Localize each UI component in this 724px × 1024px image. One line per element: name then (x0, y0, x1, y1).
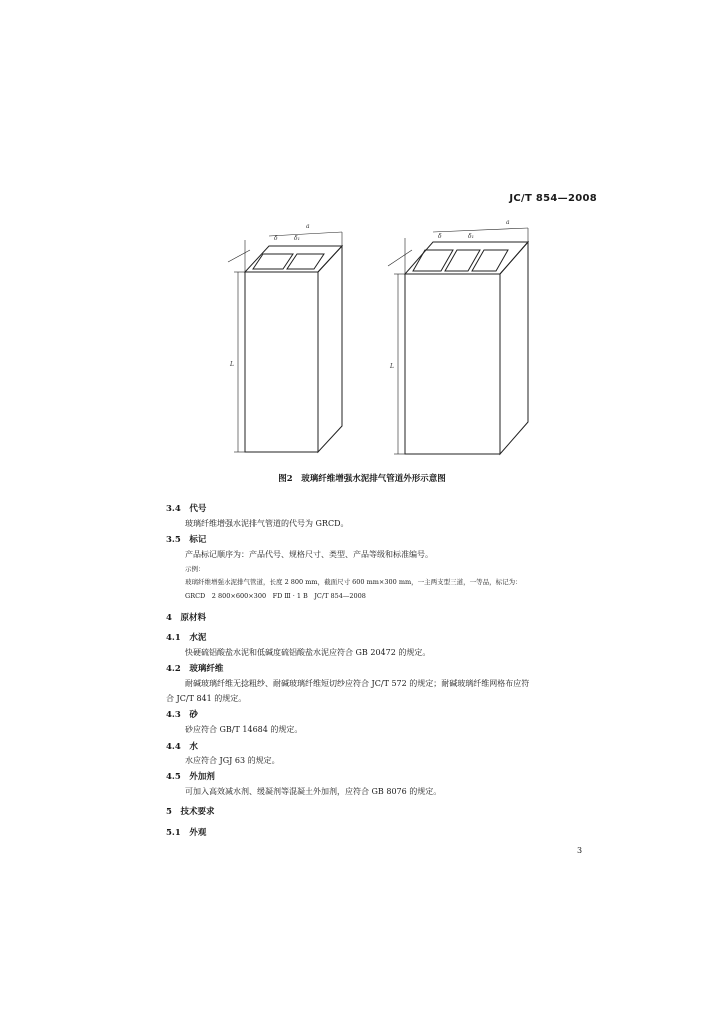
section-heading: 4.4 水 (166, 742, 198, 752)
section-text: 砂应符合 GB/T 14684 的规定。 (185, 725, 303, 734)
standard-number-header: JC/T 854—2008 (509, 193, 597, 204)
section-text-cont: 合 JC/T 841 的规定。 (166, 694, 247, 703)
label-thick-right: δ (438, 233, 442, 240)
page-number: 3 (577, 846, 583, 855)
label-thick-left: δ (274, 235, 278, 242)
label-length-left: L (230, 361, 234, 368)
section-heading: 5 技术要求 (166, 807, 215, 817)
section-text: 耐碱玻璃纤维无捻粗纱、耐碱玻璃纤维短切纱应符合 JC/T 572 的规定；耐碱玻璃纤维网格布应符 (185, 679, 530, 688)
section-heading: 4.3 砂 (166, 710, 198, 720)
example-text: 玻璃纤维增强水泥排气管道，长度 2 800 mm，截面尺寸 600 mm×300 mm，一主两支型三道，一等品，标记为： (185, 578, 522, 586)
section-text: 玻璃纤维增强水泥排气管道的代号为 GRCD。 (185, 519, 349, 528)
section-heading: 3.5 标记 (166, 535, 207, 545)
label-thick2-right: δ₁ (468, 233, 475, 240)
section-heading: 4.5 外加剂 (166, 772, 215, 782)
label-width-left: a (306, 223, 310, 230)
figure-caption: 图2 玻璃纤维增强水泥排气管道外形示意图 (278, 474, 446, 484)
section-heading: 4.2 玻璃纤维 (166, 664, 224, 674)
label-length-right: L (390, 363, 394, 370)
duct-three-channel-drawing (388, 228, 528, 454)
section-heading: 3.4 代号 (166, 504, 207, 514)
exhaust-duct-figure (150, 210, 590, 470)
section-text: 产品标记顺序为：产品代号、规格尺寸、类型、产品等级和标准编号。 (185, 550, 433, 559)
section-heading: 5.1 外观 (166, 828, 207, 838)
section-heading: 4 原材料 (166, 613, 206, 623)
label-thick2-left: δ₁ (294, 235, 301, 242)
section-text: 快硬硫铝酸盐水泥和低碱度硫铝酸盐水泥应符合 GB 20472 的规定。 (185, 648, 431, 657)
section-heading: 4.1 水泥 (166, 633, 207, 643)
section-text: 水应符合 JGJ 63 的规定。 (185, 756, 280, 765)
duct-two-channel-drawing (228, 232, 342, 452)
example-label: 示例： (185, 565, 205, 573)
section-text: 可加入高效减水剂、缓凝剂等混凝土外加剂，应符合 GB 8076 的规定。 (185, 787, 442, 796)
label-width-right: a (506, 219, 510, 226)
example-mark: GRCD 2 800×600×300 FD Ⅲ · 1 B JC/T 854—2008 (185, 592, 366, 600)
